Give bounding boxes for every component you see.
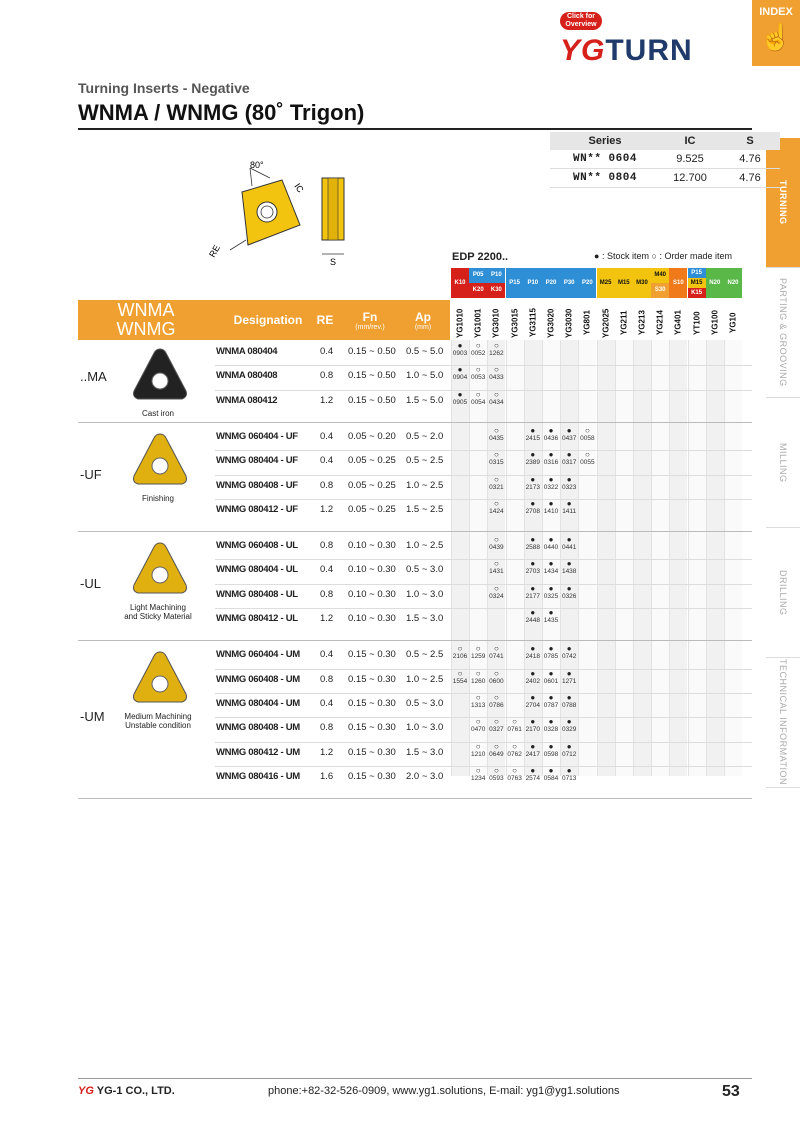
iso-group-cell: K10	[451, 268, 469, 298]
designation-cell: WNMG 080404 - UF	[216, 455, 298, 467]
ap-cell: 1.0 ~ 3.0	[406, 722, 444, 734]
iso-group-cell: P15 M15 K15	[688, 268, 706, 298]
group-caption: Medium Machining Unstable condition	[124, 712, 192, 731]
ap-cell: 1.0 ~ 5.0	[406, 370, 444, 382]
order-mark: ○ 1313	[470, 692, 486, 709]
grade-name: YG3015	[510, 308, 520, 338]
grade-name: YG213	[637, 310, 647, 336]
fn-cell: 0.15 ~ 0.30	[348, 649, 396, 661]
designation-cell: WNMA 080404	[216, 346, 278, 357]
iso-group-cell: P05 K20	[469, 268, 487, 298]
iso-group-cell: P20	[578, 268, 596, 298]
order-mark: ○ 1262	[489, 341, 504, 357]
insert-image	[130, 650, 190, 708]
insert-image	[130, 541, 190, 599]
series-header: Series	[550, 132, 660, 150]
designation-cell: WNMG 080404 - UM	[216, 697, 300, 709]
grade-name: YG1010	[455, 308, 465, 338]
designation-cell: WNMG 060408 - UM	[216, 673, 300, 685]
grade-column-bg	[542, 340, 560, 776]
stock-mark: ● 0712	[561, 741, 577, 758]
re-cell: 1.6	[320, 770, 334, 782]
order-mark: ○ 2106	[452, 644, 468, 661]
re-cell: 0.8	[320, 673, 334, 685]
series-table	[550, 132, 780, 188]
stock-mark: ● 2415	[525, 425, 541, 442]
row-divider	[215, 608, 752, 609]
ap-cell: 0.5 ~ 5.0	[406, 346, 444, 357]
legend-order: : Order made item	[659, 251, 732, 261]
re-cell: 0.8	[320, 370, 334, 382]
ap-cell: 1.0 ~ 3.0	[406, 588, 444, 600]
re-cell: 0.4	[320, 697, 334, 709]
designation-cell: WNMG 080412 - UL	[216, 613, 298, 624]
series-row: WN** 0804 12.700 4.76	[550, 169, 780, 188]
stock-mark: ● 0436	[543, 425, 559, 442]
re-cell: 0.8	[320, 588, 334, 600]
stock-mark: ● 0903	[452, 341, 468, 357]
ap-cell: 2.0 ~ 3.0	[406, 770, 444, 782]
order-icon: ○	[651, 251, 657, 261]
stock-mark: ● 2574	[525, 765, 541, 782]
fn-cell: 0.05 ~ 0.25	[348, 503, 396, 515]
header-ap: Ap (mm)	[414, 309, 432, 331]
stock-mark: ● 0905	[452, 389, 468, 406]
stock-mark: ● 0325	[543, 583, 559, 600]
stock-mark: ● 1411	[562, 498, 577, 515]
stock-mark: ● 2588	[525, 535, 541, 552]
ap-cell: 1.5 ~ 3.0	[406, 746, 444, 758]
re-cell: 0.4	[320, 649, 334, 661]
order-mark: ○ 0315	[489, 450, 504, 467]
footer-contact: phone:+82-32-526-0909, www.yg1.solutions, E-mail: yg1@yg1.solutions	[268, 1085, 620, 1097]
click-for-overview-button[interactable]: Click for Overview	[560, 12, 602, 30]
ap-cell: 0.5 ~ 2.0	[406, 430, 444, 442]
fn-cell: 0.10 ~ 0.30	[348, 613, 396, 624]
grade-column-bg	[524, 340, 542, 776]
order-mark: ○ 0470	[470, 717, 486, 734]
stock-mark: ● 0785	[543, 644, 559, 661]
group-label: -UM	[80, 709, 105, 725]
order-mark: ○ 0649	[489, 741, 504, 758]
iso-group-cell: P20	[542, 268, 560, 298]
grade-name: YG3115	[528, 308, 538, 338]
brand-turn: TURN	[605, 34, 693, 67]
iso-group-cell: N20	[706, 268, 724, 298]
group-caption: Light Machining and Sticky Material	[124, 603, 192, 622]
stock-mark: ● 0904	[452, 365, 468, 382]
table-header	[78, 300, 450, 340]
iso-group-cell: P10 K30	[487, 268, 505, 298]
re-cell: 1.2	[320, 503, 334, 515]
footer-rule	[78, 1078, 752, 1079]
group-caption: Finishing	[141, 493, 174, 503]
order-mark: ○ 0786	[489, 692, 504, 709]
order-mark: ○ 0741	[489, 644, 504, 661]
order-mark: ○ 0593	[489, 765, 504, 782]
ap-cell: 0.5 ~ 2.5	[406, 649, 444, 661]
stock-mark: ● 0326	[561, 583, 577, 600]
fn-cell: 0.05 ~ 0.25	[348, 455, 396, 467]
designation-cell: WNMG 080412 - UM	[216, 746, 300, 758]
fn-cell: 0.15 ~ 0.50	[348, 394, 396, 406]
s-header: S	[720, 132, 780, 150]
stock-mark: ● 2418	[525, 644, 541, 661]
grade-name: YG2025	[601, 308, 611, 338]
row-divider	[215, 693, 752, 694]
grade-name: YG10	[728, 312, 738, 334]
stock-mark: ● 0601	[543, 668, 559, 685]
diagram-ic-label: IC	[292, 181, 306, 195]
stock-mark: ● 1438	[561, 559, 577, 576]
grade-name: YT100	[692, 311, 702, 335]
stock-mark: ● 0584	[543, 765, 559, 782]
order-mark: ○ 1424	[489, 498, 504, 515]
fn-cell: 0.10 ~ 0.30	[348, 564, 396, 576]
stock-mark: ● 1435	[543, 608, 559, 624]
designation-cell: WNMA 080412	[216, 394, 278, 406]
stock-mark: ● 0441	[561, 535, 577, 552]
group-label: -UL	[80, 575, 101, 591]
header-re: RE	[316, 313, 334, 327]
header-group	[78, 300, 214, 340]
grade-name: YG801	[582, 310, 592, 336]
designation-cell: WNMA 080408	[216, 370, 278, 382]
row-divider	[215, 559, 752, 560]
page-subtitle: Turning Inserts - Negative	[78, 80, 250, 96]
legend	[594, 251, 732, 261]
stock-mark: ● 0787	[543, 692, 559, 709]
grade-column-bg	[506, 340, 524, 776]
group-label: -UF	[80, 466, 102, 482]
order-mark: ○ 1431	[489, 559, 504, 576]
brand-yg: YG	[560, 34, 606, 67]
fn-cell: 0.05 ~ 0.20	[348, 430, 396, 442]
stock-mark: ● 2448	[525, 608, 541, 624]
insert-image	[130, 347, 190, 405]
grade-name: YG214	[655, 310, 665, 336]
stock-mark: ● 1410	[543, 498, 559, 515]
grade-column-bg	[633, 340, 651, 776]
ap-cell: 1.5 ~ 3.0	[406, 613, 444, 624]
order-mark: ○ 1260	[470, 668, 486, 685]
order-mark: ○ 0435	[489, 425, 504, 442]
title-rule	[78, 128, 752, 130]
ap-cell: 0.5 ~ 3.0	[406, 564, 444, 576]
order-mark: ○ 1210	[470, 741, 486, 758]
side-tab-milling[interactable]: MILLING	[766, 398, 800, 528]
stock-mark: ● 0329	[561, 717, 577, 734]
grade-column-bg	[669, 340, 687, 776]
ap-cell: 1.0 ~ 2.5	[406, 540, 444, 552]
re-cell: 0.4	[320, 346, 334, 357]
insert-dimension-diagram	[200, 150, 360, 270]
grade-name: YG3030	[564, 308, 574, 338]
row-divider	[215, 450, 752, 451]
grade-name: YG401	[673, 310, 683, 336]
fn-cell: 0.10 ~ 0.30	[348, 540, 396, 552]
designation-cell: WNMG 060408 - UL	[216, 540, 298, 552]
ap-cell: 1.5 ~ 2.5	[406, 503, 444, 515]
group-divider	[78, 531, 752, 532]
order-mark: ○ 0439	[489, 535, 504, 552]
side-tab-drilling[interactable]: DRILLING	[766, 528, 800, 658]
diagram-angle-label: 80°	[250, 160, 264, 170]
diagram-re-label: RE	[207, 243, 222, 259]
iso-group-cell: P10	[524, 268, 542, 298]
stock-mark: ● 1271	[561, 668, 577, 685]
grade-column-bg	[597, 340, 615, 776]
iso-group-cell: M30	[633, 268, 651, 298]
order-mark: ○ 1554	[452, 668, 468, 685]
order-mark: ○ 0052	[470, 341, 486, 357]
designation-cell: WNMG 080408 - UF	[216, 479, 298, 491]
designation-cell: WNMG 060404 - UF	[216, 430, 298, 442]
order-mark: ○ 0055	[580, 450, 595, 467]
ap-cell: 0.5 ~ 3.0	[406, 697, 444, 709]
stock-icon: ●	[594, 251, 600, 261]
stock-mark: ● 0742	[561, 644, 577, 661]
group-label: ..MA	[80, 369, 107, 385]
series-row: WN** 0604 9.525 4.76	[550, 150, 780, 169]
re-cell: 0.8	[320, 479, 334, 491]
stock-mark: ● 0322	[543, 474, 559, 491]
legend-stock: : Stock item	[601, 251, 649, 261]
order-mark: ○ 1234	[470, 765, 486, 782]
designation-cell: WNMG 080412 - UF	[216, 503, 298, 515]
ap-cell: 0.5 ~ 2.5	[406, 455, 444, 467]
side-tab-turning[interactable]: TURNING	[766, 138, 800, 268]
row-divider	[215, 475, 752, 476]
edp-label: EDP 2200..	[452, 251, 509, 263]
stock-mark: ● 2708	[525, 498, 541, 515]
re-cell: 0.4	[320, 430, 334, 442]
designation-cell: WNMG 080416 - UM	[216, 770, 300, 782]
ap-cell: 1.5 ~ 5.0	[406, 394, 444, 406]
re-cell: 1.2	[320, 394, 334, 406]
group-caption: Cast iron	[141, 409, 174, 418]
index-button[interactable]	[752, 0, 800, 66]
stock-mark: ● 0788	[561, 692, 577, 709]
header-fn: Fn (mm/rev.)	[355, 309, 385, 331]
row-divider	[215, 766, 752, 767]
stock-mark: ● 2177	[525, 583, 541, 600]
stock-mark: ● 2402	[525, 668, 541, 685]
fn-cell: 0.15 ~ 0.30	[348, 770, 396, 782]
grade-column-bg	[615, 340, 633, 776]
page-number: 53	[722, 1083, 740, 1100]
order-mark: ○ 0433	[489, 365, 504, 382]
grade-column-bg	[706, 340, 724, 776]
row-divider	[215, 499, 752, 500]
re-cell: 0.4	[320, 564, 334, 576]
stock-mark: ● 2704	[525, 692, 541, 709]
stock-mark: ● 2417	[525, 741, 541, 758]
row-divider	[215, 669, 752, 670]
stock-mark: ● 2170	[525, 717, 541, 734]
stock-mark: ● 0323	[561, 474, 577, 491]
grade-name: YG3020	[546, 308, 556, 338]
fn-cell: 0.15 ~ 0.50	[348, 370, 396, 382]
fn-cell: 0.15 ~ 0.30	[348, 746, 396, 758]
re-cell: 1.2	[320, 613, 334, 624]
re-cell: 0.4	[320, 455, 334, 467]
order-mark: ○ 0058	[580, 425, 595, 442]
fn-cell: 0.15 ~ 0.30	[348, 697, 396, 709]
ap-cell: 1.0 ~ 2.5	[406, 673, 444, 685]
iso-group-cell: M25	[597, 268, 615, 298]
order-mark: ○ 0434	[489, 389, 504, 406]
order-mark: ○ 1259	[470, 644, 486, 661]
hand-pointer-icon: ☝	[759, 22, 793, 52]
order-mark: ○ 0054	[470, 389, 486, 406]
stock-mark: ● 0317	[561, 450, 577, 467]
row-divider	[215, 584, 752, 585]
order-mark: ○ 0321	[489, 474, 504, 491]
grade-column-bg	[651, 340, 669, 776]
grade-column-bg	[688, 340, 706, 776]
side-tab-technical-information[interactable]: TECHNICAL INFORMATION	[766, 658, 800, 788]
re-cell: 1.2	[320, 746, 334, 758]
stock-mark: ● 2389	[525, 450, 541, 467]
stock-mark: ● 0713	[561, 765, 577, 782]
side-tabs	[766, 138, 800, 788]
grade-column-bg	[578, 340, 596, 776]
grade-name: YG100	[710, 310, 720, 336]
row-divider	[215, 742, 752, 743]
grade-column-bg	[724, 340, 742, 776]
iso-group-cell: P30	[560, 268, 578, 298]
stock-mark: ● 2173	[525, 474, 541, 491]
fn-cell: 0.15 ~ 0.30	[348, 722, 396, 734]
header-designation: Designation	[233, 313, 303, 327]
designation-cell: WNMG 080408 - UM	[216, 722, 300, 734]
footer-logo: YG YG-1 CO., LTD.	[78, 1085, 175, 1097]
ap-cell: 1.0 ~ 2.5	[406, 479, 444, 491]
row-divider	[215, 365, 752, 366]
order-mark: ○ 0324	[489, 583, 504, 600]
designation-cell: WNMG 080408 - UL	[216, 588, 298, 600]
row-divider	[215, 717, 752, 718]
grade-name: YG211	[619, 310, 629, 336]
iso-group-cell: N20	[724, 268, 742, 298]
row-divider	[215, 390, 752, 391]
order-mark: ○ 0600	[489, 668, 504, 685]
order-mark: ○ 0053	[470, 365, 486, 382]
group-divider	[78, 798, 752, 799]
iso-group-cell: M40 S30	[651, 268, 669, 298]
header-group-label: WNMA WNMG	[116, 300, 176, 339]
designation-cell: WNMG 060404 - UM	[216, 649, 300, 661]
fn-cell: 0.15 ~ 0.30	[348, 673, 396, 685]
group-divider	[78, 640, 752, 641]
grade-name: YG1001	[473, 308, 483, 338]
stock-mark: ● 2703	[525, 559, 541, 576]
ic-header: IC	[660, 132, 720, 150]
iso-group-cell: M15	[615, 268, 633, 298]
brand-logo	[560, 34, 693, 68]
side-tab-parting-grooving[interactable]: PARTING & GROOVING	[766, 268, 800, 398]
insert-image	[130, 432, 190, 490]
grade-column-bg	[560, 340, 578, 776]
iso-group-cell: S10	[669, 268, 687, 298]
diagram-s-label: S	[330, 257, 337, 267]
fn-cell: 0.10 ~ 0.30	[348, 588, 396, 600]
order-mark: ○ 0762	[507, 741, 522, 758]
index-label: INDEX	[759, 6, 793, 18]
order-mark: ○ 0761	[507, 717, 522, 734]
order-mark: ○ 0763	[507, 765, 522, 782]
page-title: WNMA / WNMG (80˚ Trigon)	[78, 100, 365, 125]
designation-cell: WNMG 080404 - UL	[216, 564, 298, 576]
fn-cell: 0.15 ~ 0.50	[348, 346, 396, 357]
re-cell: 0.8	[320, 540, 334, 552]
iso-group-cell: P15	[506, 268, 524, 298]
stock-mark: ● 0598	[543, 741, 559, 758]
stock-mark: ● 0316	[543, 450, 559, 467]
order-mark: ○ 0327	[489, 717, 504, 734]
stock-mark: ● 0440	[543, 535, 559, 552]
re-cell: 0.8	[320, 722, 334, 734]
fn-cell: 0.05 ~ 0.25	[348, 479, 396, 491]
group-divider	[78, 422, 752, 423]
grade-name: YG3010	[491, 308, 501, 338]
stock-mark: ● 0437	[561, 425, 577, 442]
stock-mark: ● 1434	[543, 559, 559, 576]
stock-mark: ● 0328	[543, 717, 559, 734]
